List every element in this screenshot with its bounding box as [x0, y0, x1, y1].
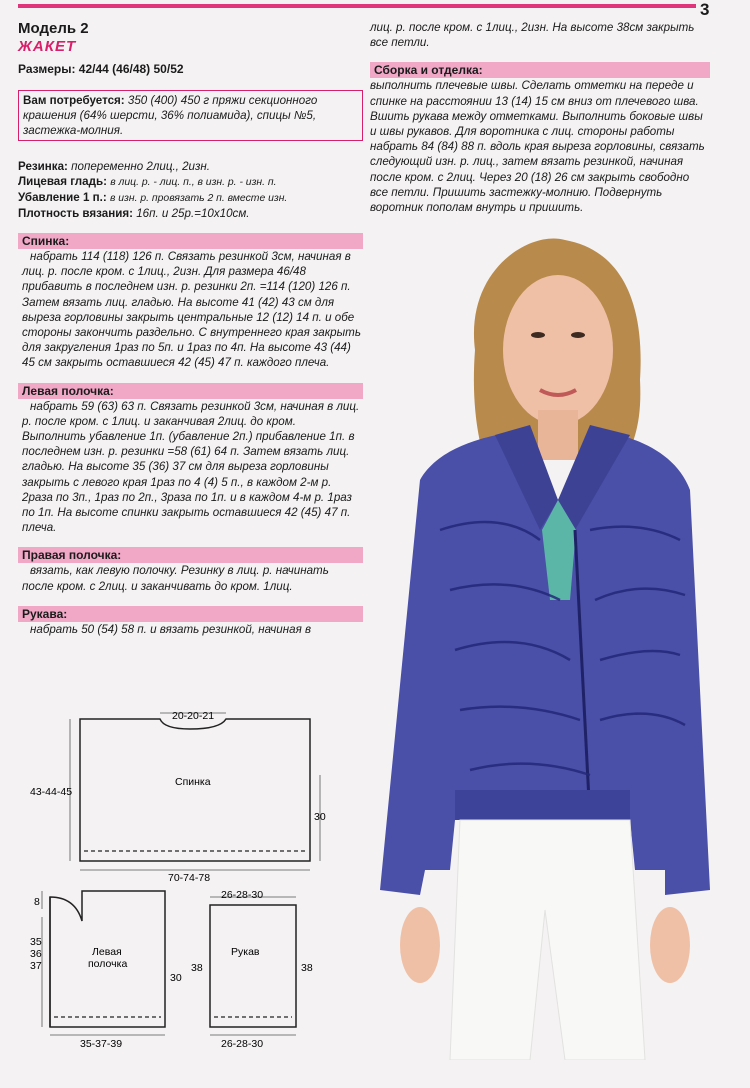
scheme-sleeve [185, 885, 335, 1050]
scheme-sleeve-top: 26-28-30 [221, 889, 264, 901]
left-column [18, 20, 363, 637]
scheme-lf-side: 30 [170, 972, 182, 984]
section-left-front-title: Левая полочка: [18, 383, 363, 399]
sizes: Размеры: 42/44 (46/48) 50/52 [18, 62, 184, 76]
scheme-sleeve-bottom: 26-28-30 [221, 1038, 264, 1050]
section-back-text: набрать 114 (118) 126 п. Связать резинкой 3см, начиная в лиц. р. после кром. с 1лиц., 2изн. Для размера 46/48 прибавить в последнем изн. р. резинки 2п. =114 (120) 126 п. Затем вязать лиц. гладью. На высоте 41 (42) 43 см для выреза горловины закрыть центральные 12 (12) 14 п. и обе стороны закончить раздельно. С внутреннего края закрыть для закругления 1раз по 5п. и 1раз по 4п. На высоте 43 (44) 45 см закрыть оставшиеся 42 (45) 47 п. каждого плеча. [22, 250, 361, 370]
section-sleeve-title: Рукава: [18, 606, 363, 622]
definition-label: Резинка: [18, 160, 68, 173]
scheme-lf-name-l1: Левая [92, 946, 122, 958]
definitions [18, 159, 363, 221]
page-title: ЖАКЕТ [18, 38, 77, 55]
scheme-back-name: Спинка [175, 776, 211, 788]
definition-decrease [18, 190, 363, 206]
section-assembly-title: Сборка и отделка: [370, 62, 710, 78]
model-label: Модель 2 [18, 20, 89, 37]
section-right-front-text: вязать, как левую полочку. Резинку в лиц. р. начинать после кром. с 2лиц. и заканчивать до кром. 1лиц. [22, 564, 329, 593]
right-column [370, 20, 710, 215]
scheme-sleeve-left: 38 [191, 962, 203, 974]
scheme-left-front [20, 885, 205, 1050]
scheme-lf-neck: 8 [34, 896, 40, 908]
materials-label: Вам потребуется: [23, 94, 125, 107]
section-sleeve-text: набрать 50 (54) 58 п. и вязать резинкой, начиная в [30, 622, 312, 636]
scheme-back-neck: 20-20-21 [172, 710, 215, 722]
definition-label: Убавление 1 п.: [18, 191, 107, 204]
scheme-lf-h2: 36 [30, 948, 42, 960]
definition-stockinette [18, 174, 363, 190]
section-assembly-text: выполнить плечевые швы. Сделать отметки на переде и спинке на расстоянии 13 (14) 15 см вниз от плечевого шва. Вшить рукава между отметками. Выполнить боковые швы и швы рукавов. Для воротника с лиц. стороны работы набрать 84 (84) 88 п. вдоль края выреза горловины, связать следующий изн. р. лиц., затем вязать резинкой, начиная после кром. с 2лиц. Через 20 (18) 26 см закрыть свободно все петли. Пришить застежку-молнию. Подвернуть воротник пополам внутрь и пришить. [370, 79, 705, 215]
scheme-sleeve-right: 38 [301, 962, 313, 974]
scheme-lf-h1: 35 [30, 936, 42, 948]
scheme-back-height: 43-44-45 [30, 786, 73, 798]
scheme-lf-h3: 37 [30, 960, 42, 972]
scheme-lf-name-l2: полочка [88, 958, 128, 970]
definition-label: Лицевая гладь: [18, 175, 107, 188]
section-left-front-text: набрать 59 (63) 63 п. Связать резинкой 3см, начиная в лиц. р. после кром. с 1лиц. и заканчивая 2лиц. до кром. Выполнить убавление 1п. (убавление 2п.) прибавление 1п. в последнем изн. р. резинки =58 (61) 64 п. Затем вязать лиц. гладью. На высоте 35 (36) 37 см для выреза горловины закрыть с левого края 1раз по 4 (4) 5 п., в каждом 2-м р. 2раза по 3п., 1раз по 2п., 3раза по 1п. и в каждом 4-м р. 1раз по 1п. На высоте спинки закрыть оставшиеся 42 (45) 47 п. плеча. [22, 399, 360, 535]
scheme-back-width: 70-74-78 [168, 872, 211, 884]
page-number: 3 [700, 0, 710, 19]
materials-box [18, 90, 363, 141]
section-back-title: Спинка: [18, 233, 363, 249]
definition-text: в лиц. р. - лиц. п., в изн. р. - изн. п. [110, 177, 277, 188]
definition-text: попеременно 2лиц., 2изн. [71, 160, 210, 173]
scheme-back [20, 705, 340, 885]
face [503, 275, 613, 425]
scheme-back-side: 30 [314, 811, 326, 823]
materials-text: 350 (400) 450 г пряжи секционного крашения (64% шерсти, 36% полиамида), спицы №5, застежка-молния. [23, 94, 318, 137]
section-right-front-title: Правая полочка: [18, 547, 363, 563]
model-photo [380, 230, 710, 1060]
scheme-lf-width: 35-37-39 [80, 1038, 123, 1050]
definition-text: 16п. и 25р.=10х10см. [136, 207, 250, 220]
definition-label: Плотность вязания: [18, 207, 133, 220]
scheme-sleeve-name: Рукав [231, 946, 260, 958]
definition-gauge [18, 206, 363, 221]
definition-text: в изн. р. провязать 2 п. вместе изн. [109, 193, 288, 204]
top-accent-bar [18, 4, 696, 8]
definition-rib [18, 159, 363, 174]
section-sleeve-continued: лиц. р. после кром. с 1лиц., 2изн. На высоте 38см закрыть все петли. [370, 21, 695, 50]
